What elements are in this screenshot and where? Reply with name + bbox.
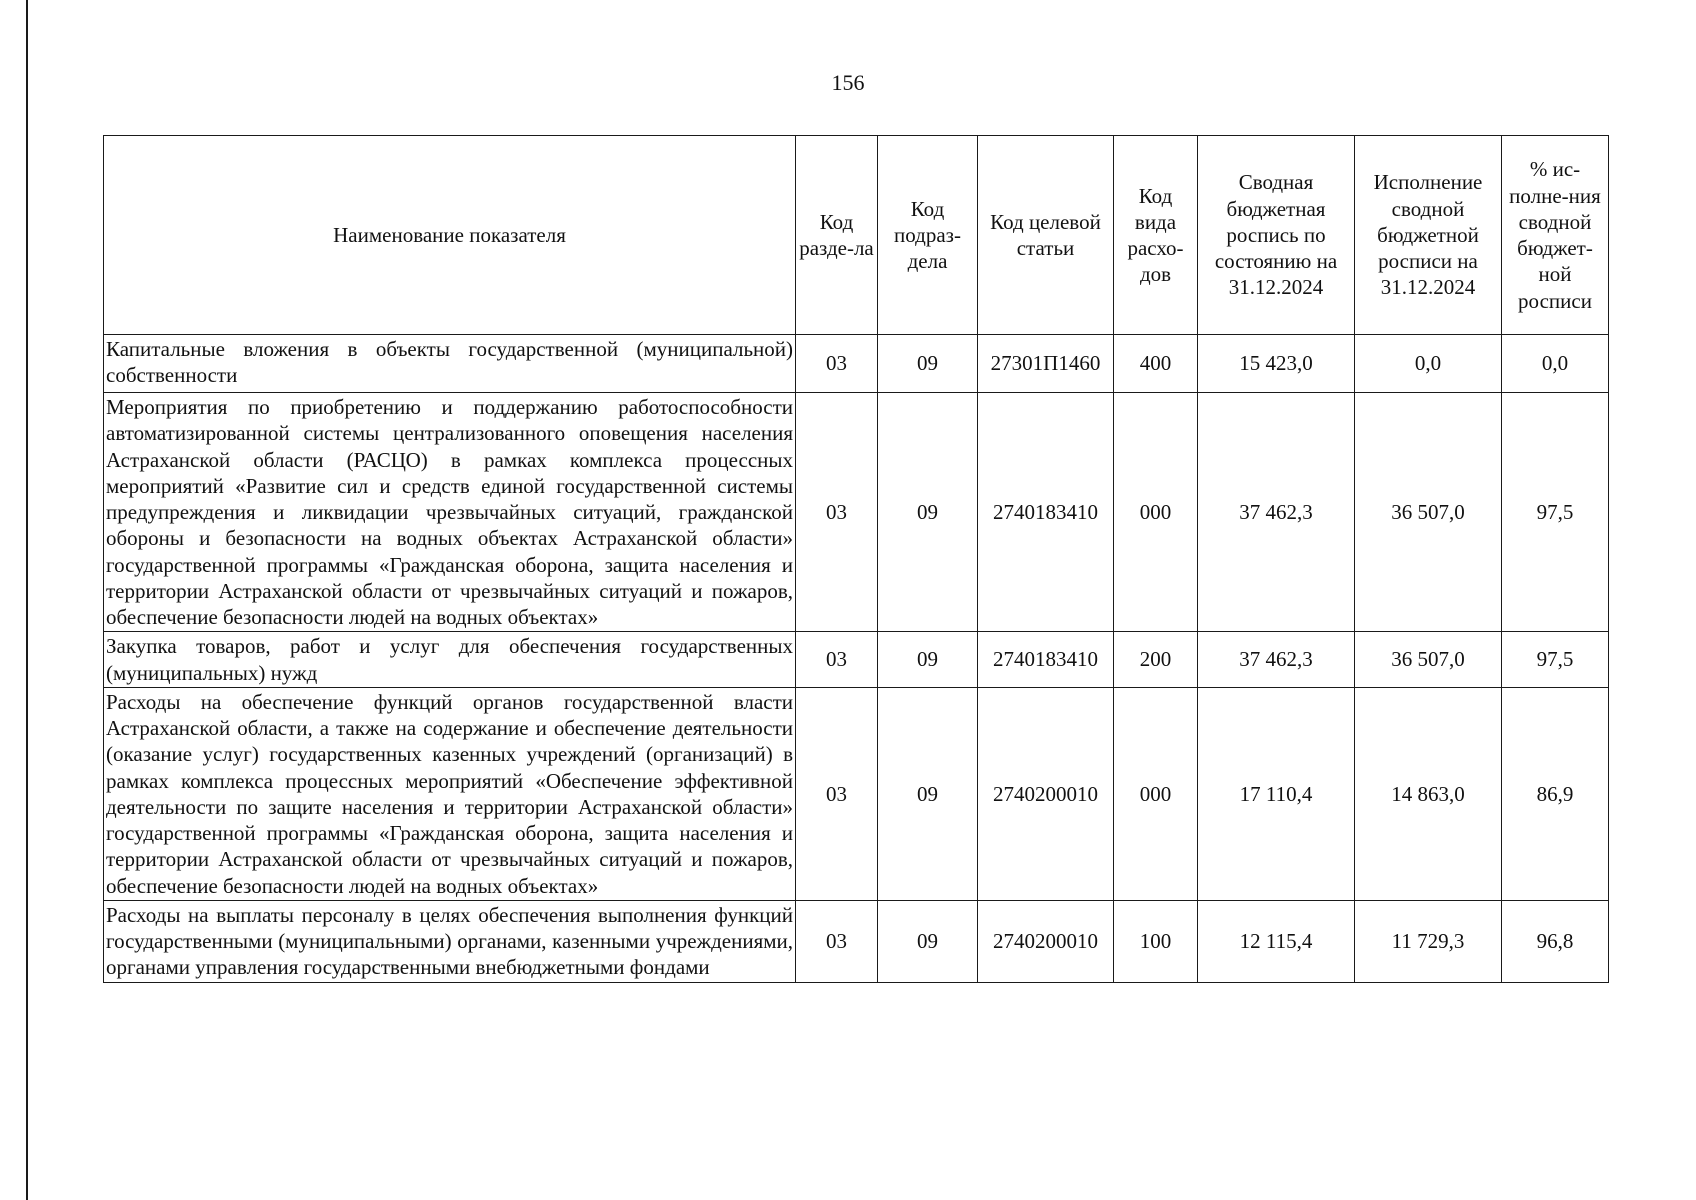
- row-budget-execution: 11 729,3: [1355, 900, 1502, 982]
- row-execution-percent: 96,8: [1502, 900, 1609, 982]
- header-name: Наименование показателя: [104, 136, 796, 335]
- row-budget-plan: 17 110,4: [1198, 687, 1355, 900]
- table-row: [104, 393, 1609, 632]
- row-execution-percent: 86,9: [1502, 687, 1609, 900]
- table-row: [104, 900, 1609, 982]
- row-name: Расходы на выплаты персоналу в целях обеспечения выполнения функций государственными (муниципальными) органами, казенными учреждениями, органами управления государственными внебюджетными фондами: [104, 900, 796, 982]
- row-name: Капитальные вложения в объекты государственной (муниципальной) собственности: [104, 335, 796, 393]
- header-target-code: Код целевой статьи: [978, 136, 1114, 335]
- header-budget-execution: Исполнение сводной бюджетной росписи на 31.12.2024: [1355, 136, 1502, 335]
- row-execution-percent: 0,0: [1502, 335, 1609, 393]
- row-budget-execution: 36 507,0: [1355, 393, 1502, 632]
- row-name: Закупка товаров, работ и услуг для обеспечения государственных (муниципальных) нужд: [104, 632, 796, 688]
- row-budget-plan: 37 462,3: [1198, 393, 1355, 632]
- row-expense-type-code: 000: [1114, 687, 1198, 900]
- row-target-code: 2740200010: [978, 900, 1114, 982]
- row-target-code: 2740200010: [978, 687, 1114, 900]
- row-budget-plan: 12 115,4: [1198, 900, 1355, 982]
- row-subsection-code: 09: [878, 335, 978, 393]
- row-section-code: 03: [796, 335, 878, 393]
- table-row: [104, 632, 1609, 688]
- row-name: Мероприятия по приобретению и поддержанию работоспособности автоматизированной системы централизованного оповещения населения Астраханской области (РАСЦО) в рамках комплекса процессных мероприятий «Развитие сил и средств единой государственной системы предупреждения и ликвидации чрезвычайных ситуаций, гражданской обороны и безопасности на водных объектах Астраханской области» государственной программы «Гражданская оборона, защита населения и территории Астраханской области от чрезвычайных ситуаций и пожаров, обеспечение безопасности людей на водных объектах»: [104, 393, 796, 632]
- row-expense-type-code: 100: [1114, 900, 1198, 982]
- header-subsection-code: Код подраз-дела: [878, 136, 978, 335]
- row-budget-execution: 0,0: [1355, 335, 1502, 393]
- table-row: [104, 335, 1609, 393]
- row-budget-plan: 37 462,3: [1198, 632, 1355, 688]
- row-target-code: 2740183410: [978, 393, 1114, 632]
- row-expense-type-code: 000: [1114, 393, 1198, 632]
- row-subsection-code: 09: [878, 687, 978, 900]
- row-budget-execution: 36 507,0: [1355, 632, 1502, 688]
- row-budget-plan: 15 423,0: [1198, 335, 1355, 393]
- table-row: [104, 687, 1609, 900]
- row-name: Расходы на обеспечение функций органов государственной власти Астраханской области, а также на содержание и обеспечение деятельности (оказание услуг) государственных казенных учреждений (организаций) в рамках комплекса процессных мероприятий «Обеспечение эффективной деятельности по защите населения и территории Астраханской области» государственной программы «Гражданская оборона, защита населения и территории Астраханской области от чрезвычайных ситуаций и пожаров, обеспечение безопасности людей на водных объектах»: [104, 687, 796, 900]
- page-edge-line: [26, 0, 28, 1200]
- table-header-row: [104, 136, 1609, 335]
- row-section-code: 03: [796, 687, 878, 900]
- header-expense-type-code: Код вида расхо-дов: [1114, 136, 1198, 335]
- page-number: 156: [831, 70, 865, 95]
- row-subsection-code: 09: [878, 632, 978, 688]
- row-subsection-code: 09: [878, 900, 978, 982]
- row-budget-execution: 14 863,0: [1355, 687, 1502, 900]
- row-execution-percent: 97,5: [1502, 393, 1609, 632]
- budget-execution-table: [103, 135, 1609, 983]
- row-subsection-code: 09: [878, 393, 978, 632]
- row-execution-percent: 97,5: [1502, 632, 1609, 688]
- header-budget-plan: Сводная бюджетная роспись по состоянию на 31.12.2024: [1198, 136, 1355, 335]
- header-execution-percent: % ис-полне-ния сводной бюджет-ной росписи: [1502, 136, 1609, 335]
- row-expense-type-code: 200: [1114, 632, 1198, 688]
- row-section-code: 03: [796, 900, 878, 982]
- header-section-code: Код разде-ла: [796, 136, 878, 335]
- row-section-code: 03: [796, 632, 878, 688]
- row-expense-type-code: 400: [1114, 335, 1198, 393]
- row-target-code: 27301П1460: [978, 335, 1114, 393]
- row-target-code: 2740183410: [978, 632, 1114, 688]
- row-section-code: 03: [796, 393, 878, 632]
